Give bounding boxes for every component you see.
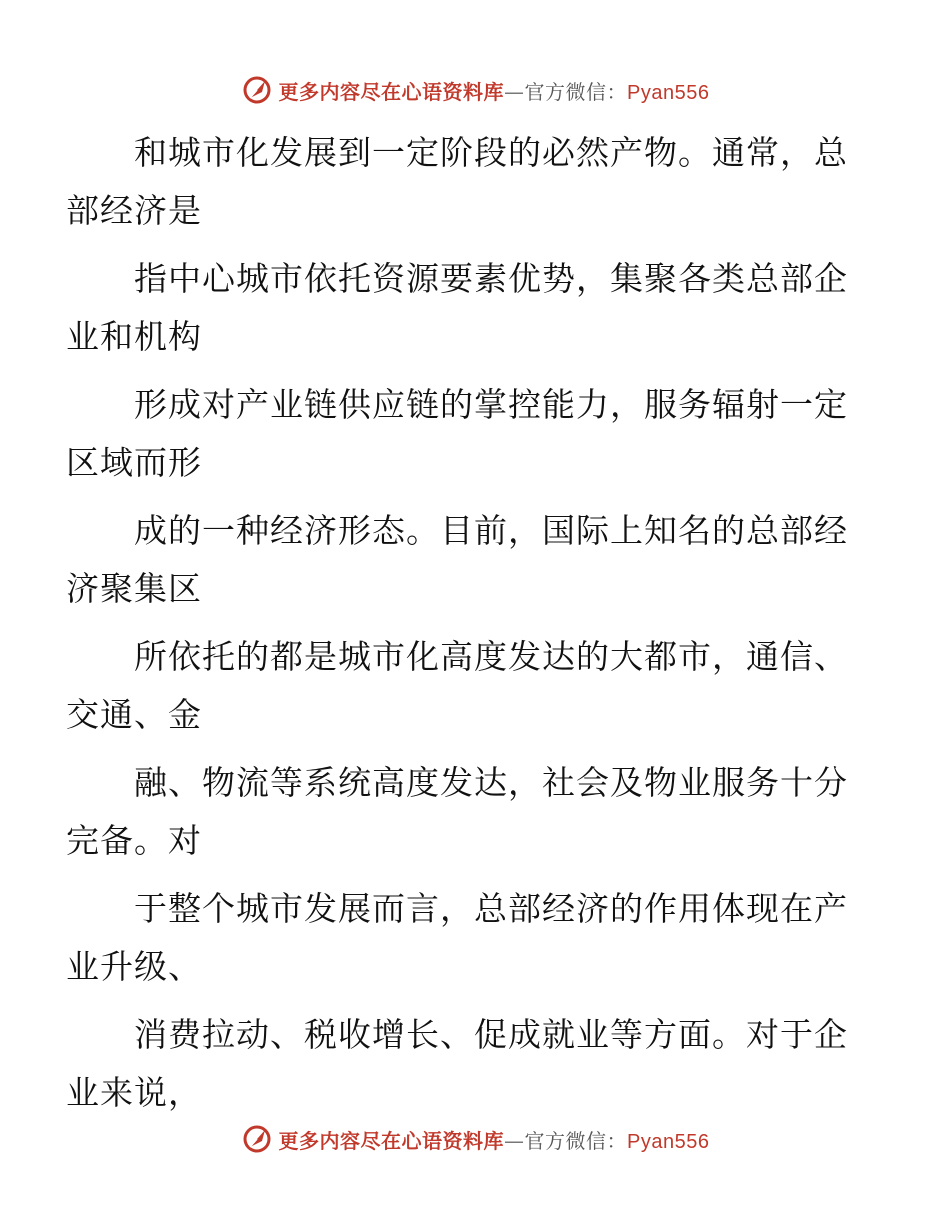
- header-banner: [0, 70, 950, 110]
- footer-text: [279, 1125, 710, 1154]
- header-brand: 更多内容尽在心语资料库: [278, 79, 505, 104]
- paragraph-7: [66, 880, 860, 996]
- paragraph-3: [66, 376, 860, 492]
- paragraph-line: 所依托的都是城市化高度发达的大都市，通信、: [134, 637, 848, 676]
- paragraph-8: [66, 1006, 860, 1122]
- document-body: [66, 124, 860, 1132]
- paragraph-line: 于整个城市发展而言，总部经济的作用体现在产: [134, 889, 848, 928]
- paragraph-line: 区域而形: [66, 443, 202, 482]
- paragraph-1: [66, 124, 860, 240]
- header-text: [279, 76, 710, 105]
- paragraph-line: 指中心城市依托资源要素优势，集聚各类总部企: [134, 259, 848, 298]
- paragraph-line: 消费拉动、税收增长、促成就业等方面。对于企: [134, 1015, 848, 1054]
- quill-logo-icon: [241, 74, 273, 106]
- paragraph-line: 和城市化发展到一定阶段的必然产物。通常，总: [134, 133, 848, 172]
- paragraph-4: [66, 502, 860, 618]
- footer-wechat-label: 官方微信：: [524, 1128, 628, 1153]
- paragraph-line: 业升级、: [66, 947, 202, 986]
- header-wechat-label: 官方微信：: [524, 79, 628, 104]
- paragraph-line: 业和机构: [66, 317, 202, 356]
- paragraph-line: 部经济是: [66, 191, 202, 230]
- paragraph-line: 完备。对: [66, 821, 202, 860]
- header-dash: —: [504, 79, 525, 104]
- paragraph-line: 业来说，: [66, 1073, 202, 1112]
- header-wechat-id: Pyan556: [627, 81, 710, 104]
- quill-logo-icon: [241, 1123, 273, 1155]
- paragraph-6: [66, 754, 860, 870]
- paragraph-line: 融、物流等系统高度发达，社会及物业服务十分: [134, 763, 848, 802]
- footer-banner: [0, 1119, 950, 1159]
- footer-dash: —: [504, 1128, 525, 1153]
- paragraph-line: 形成对产业链供应链的掌控能力，服务辐射一定: [134, 385, 848, 424]
- footer-wechat-id: Pyan556: [627, 1130, 710, 1153]
- paragraph-line: 成的一种经济形态。目前，国际上知名的总部经: [134, 511, 848, 550]
- paragraph-5: [66, 628, 860, 744]
- paragraph-line: 济聚集区: [66, 569, 202, 608]
- paragraph-2: [66, 250, 860, 366]
- paragraph-line: 交通、金: [66, 695, 202, 734]
- footer-brand: 更多内容尽在心语资料库: [278, 1128, 505, 1153]
